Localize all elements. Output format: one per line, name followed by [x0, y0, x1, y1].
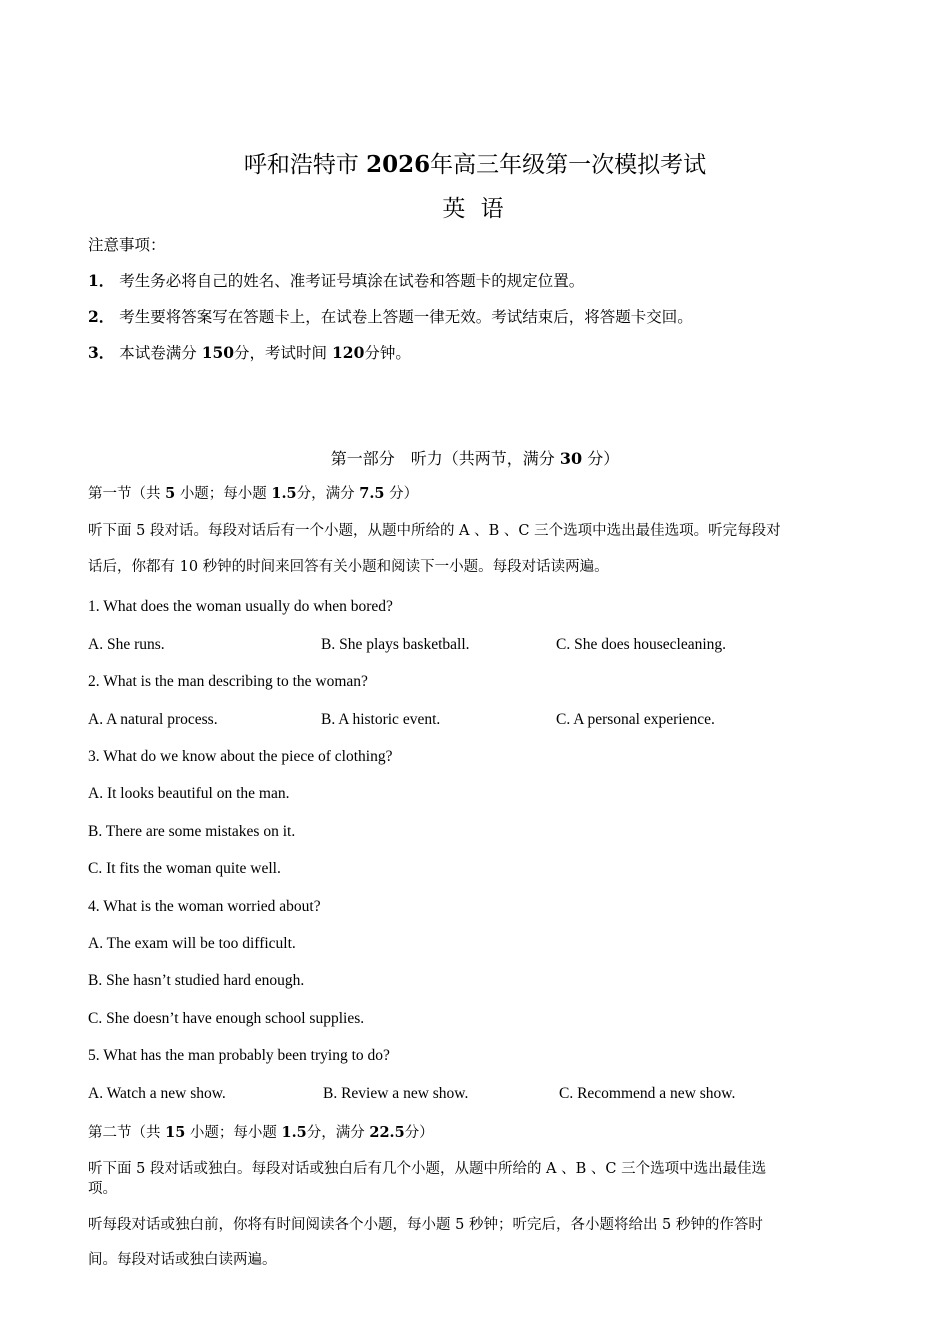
q3-option-b: B. There are some mistakes on it. — [88, 823, 296, 840]
section1-text: 分，满分 — [296, 486, 355, 502]
section2-text: 分） — [404, 1125, 434, 1141]
section2-total: 22.5 — [369, 1124, 405, 1141]
title-exam: 年高三年级第一次模拟考试 — [430, 152, 707, 178]
notice-text: 考生务必将自己的姓名、准考证号填涂在试卷和答题卡的规定位置。 — [119, 272, 585, 290]
part1-heading-text: 分） — [587, 449, 620, 468]
q4-option-a: A. The exam will be too difficult. — [88, 935, 296, 952]
section2-instr1-line1: 听下面 5 段对话或独白。每段对话或独白后有几个小题，从题中所给的 A 、B 、C 三个选项中选出最佳选 — [88, 1161, 767, 1177]
subject-title: 英 语 — [442, 196, 508, 222]
question-2: 2. What is the man describing to the woman? — [88, 673, 368, 690]
section2-text: 小题；每小题 — [189, 1125, 277, 1141]
section2-text: 分，满分 — [306, 1125, 365, 1141]
section2-instr1-line2: 项。 — [88, 1181, 117, 1197]
part1-heading — [0, 446, 950, 469]
notice-time: 120 — [332, 343, 365, 362]
section2-instr2-line1: 听每段对话或独白前，你将有时间阅读各个小题，每小题 5 秒钟；听完后，各小题将给出 5 秒钟的作答时 — [88, 1217, 763, 1233]
notice-text: 考生要将答案写在答题卡上，在试卷上答题一律无效。考试结束后，将答题卡交回。 — [119, 308, 693, 326]
q5-option-b: B. Review a new show. — [323, 1085, 469, 1102]
question-1: 1. What does the woman usually do when bored? — [88, 598, 393, 615]
notice-item-3 — [88, 341, 411, 363]
q1-option-c: C. She does housecleaning. — [556, 636, 727, 653]
section2-each: 1.5 — [281, 1124, 307, 1141]
q2-option-a: A. A natural process. — [88, 711, 218, 728]
exam-title — [0, 146, 950, 179]
notice-score: 150 — [201, 343, 235, 362]
section2-text: 第二节（共 — [88, 1125, 161, 1141]
notice-heading: 注意事项： — [88, 236, 166, 254]
section1-text: 分） — [389, 486, 419, 502]
q1-option-b: B. She plays basketball. — [321, 636, 470, 653]
notice-num: 2． — [88, 307, 115, 326]
part1-heading-text: 第一部分 听力（共两节，满分 — [330, 449, 555, 468]
section1-instr-line1: 听下面 5 段对话。每段对话后有一个小题，从题中所给的 A 、B 、C 三个选项中选出最佳选项。听完每段对 — [88, 523, 781, 539]
section1-text: 第一节（共 — [88, 486, 161, 502]
section2-instr2-line2: 间。每段对话或独白读两遍。 — [88, 1252, 277, 1268]
notice-text: 分，考试时间 — [234, 344, 328, 362]
q5-option-a: A. Watch a new show. — [88, 1085, 226, 1102]
q1-option-a: A. She runs. — [88, 636, 165, 653]
notice-item-1 — [88, 269, 584, 291]
section1-heading — [88, 482, 418, 503]
section2-heading — [88, 1121, 434, 1142]
q4-option-b: B. She hasn’t studied hard enough. — [88, 972, 305, 989]
notice-num: 1． — [88, 271, 115, 290]
notice-text: 分钟。 — [364, 344, 411, 362]
section1-count: 5 — [165, 485, 176, 502]
title-city: 呼和浩特市 — [243, 152, 359, 178]
section1-text: 小题；每小题 — [179, 486, 267, 502]
section1-total: 7.5 — [359, 485, 385, 502]
question-3: 3. What do we know about the piece of clothing? — [88, 748, 393, 765]
q3-option-a: A. It looks beautiful on the man. — [88, 785, 290, 802]
section1-instr-line2: 话后，你都有 10 秒钟的时间来回答有关小题和阅读下一小题。每段对话读两遍。 — [88, 559, 609, 575]
notice-item-2 — [88, 305, 693, 327]
q2-option-b: B. A historic event. — [321, 711, 441, 728]
q2-option-c: C. A personal experience. — [556, 711, 715, 728]
q5-option-c: C. Recommend a new show. — [559, 1085, 736, 1102]
section2-count: 15 — [165, 1124, 186, 1141]
title-year: 2026 — [366, 151, 431, 178]
part1-score: 30 — [559, 449, 583, 468]
q4-option-c: C. She doesn’t have enough school supplies. — [88, 1010, 365, 1027]
q3-option-c: C. It fits the woman quite well. — [88, 860, 281, 877]
notice-text: 本试卷满分 — [119, 344, 197, 362]
section1-each: 1.5 — [271, 485, 297, 502]
question-5: 5. What has the man probably been trying to do? — [88, 1047, 390, 1064]
question-4: 4. What is the woman worried about? — [88, 898, 321, 915]
notice-num: 3． — [88, 343, 115, 362]
